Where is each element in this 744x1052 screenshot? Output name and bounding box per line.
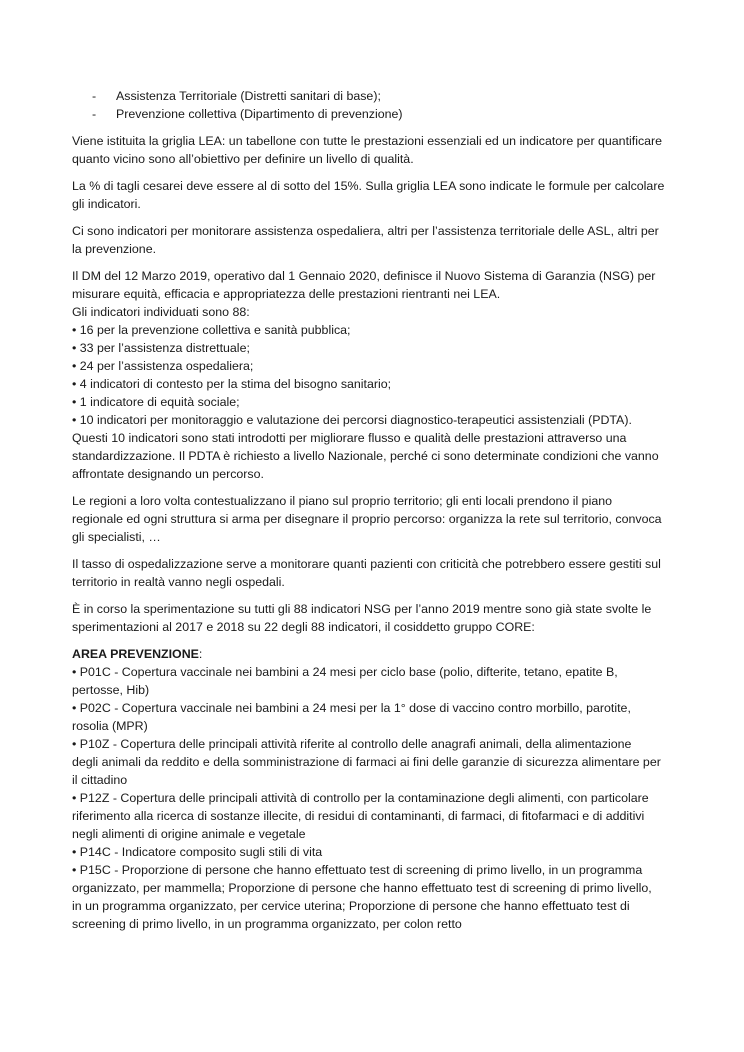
paragraph-ospedalizzazione — [72, 555, 682, 591]
text-line: riferimento alla ricerca di sostanze illecite, di residui di contaminanti, di farmaci, di fitofarmaci e di additivi — [72, 809, 645, 823]
text-line: misurare equità, efficacia e appropriatezza delle prestazioni rientranti nei LEA. — [72, 287, 501, 301]
paragraph-regioni — [72, 492, 682, 546]
dash-marker: - — [92, 107, 97, 121]
bullet-item: • 4 indicatori di contesto per la stima del bisogno sanitario; — [72, 377, 392, 391]
text-line: gli indicatori. — [72, 197, 141, 211]
text-line: Questi 10 indicatori sono stati introdotti per migliorare flusso e qualità delle prestazioni attraverso una — [72, 431, 627, 445]
text-line: standardizzazione. Il PDTA è richiesto a livello Nazionale, perché ci sono determinate condizioni che vanno — [72, 449, 659, 463]
text-line: in un programma organizzato, per cervice uterina; Proporzione di persone che hanno effettuato test di — [72, 899, 630, 913]
text-line: Le regioni a loro volta contestualizzano il piano sul proprio territorio; gli enti locali prendono il piano — [72, 494, 612, 508]
text-line: la prevenzione. — [72, 242, 157, 256]
paragraph-griglia-lea — [72, 132, 682, 168]
text-line: Ci sono indicatori per monitorare assistenza ospedaliera, altri per l’assistenza territoriale delle ASL, altri per — [72, 224, 659, 238]
text-line: Gli indicatori individuati sono 88: — [72, 305, 250, 319]
text-line: affrontate designando un percorso. — [72, 467, 264, 481]
text-line: quanto vicino sono all’obiettivo per definire un livello di qualità. — [72, 152, 414, 166]
bullet-item: • 1 indicatore di equità sociale; — [72, 395, 240, 409]
bullet-item: • P01C - Copertura vaccinale nei bambini a 24 mesi per ciclo base (polio, difterite, tetano, epatite B, — [72, 665, 618, 679]
dash-marker: - — [92, 89, 97, 103]
document-page — [72, 87, 682, 942]
paragraph-indicatori — [72, 222, 682, 258]
text-line: sperimentazioni al 2017 e 2018 su 22 degli 88 indicatori, il cosiddetto gruppo CORE: — [72, 620, 535, 634]
bullet-item: • P02C - Copertura vaccinale nei bambini a 24 mesi per la 1° dose di vaccino contro morbillo, parotite, — [72, 701, 631, 715]
bullet-item: • 24 per l’assistenza ospedaliera; — [72, 359, 254, 373]
paragraph-sperimentazione — [72, 600, 682, 636]
bullet-item: • 10 indicatori per monitoraggio e valutazione dei percorsi diagnostico-terapeutici assistenziali (PDTA). — [72, 413, 632, 427]
service-list — [72, 87, 682, 123]
text-line: il cittadino — [72, 773, 128, 787]
section-heading — [72, 647, 202, 661]
list-item-text: Prevenzione collettiva (Dipartimento di prevenzione) — [116, 107, 403, 121]
text-line: È in corso la sperimentazione su tutti gli 88 indicatori NSG per l’anno 2019 mentre sono già state svolte le — [72, 602, 652, 616]
text-line: organizzato, per mammella; Proporzione di persone che hanno effettuato test di screening di primo livello, — [72, 881, 652, 895]
bullet-item: • P14C - Indicatore composito sugli stili di vita — [72, 845, 323, 859]
text-line: gli specialisti, … — [72, 530, 161, 544]
text-line: pertosse, Hib) — [72, 683, 150, 697]
area-prevenzione-section — [72, 645, 682, 933]
section-title-colon: : — [198, 647, 203, 661]
paragraph-dm-nsg — [72, 267, 682, 483]
bullet-item: • 16 per la prevenzione collettiva e sanità pubblica; — [72, 323, 351, 337]
text-line: rosolia (MPR) — [72, 719, 148, 733]
bullet-item: • P10Z - Copertura delle principali attività riferite al controllo delle anagrafi animali, della alimentazione — [72, 737, 632, 751]
text-line: Viene istituita la griglia LEA: un tabellone con tutte le prestazioni essenziali ed un indicatore per quantificare — [72, 134, 663, 148]
text-line: territorio in realtà vanno negli ospedali. — [72, 575, 285, 589]
text-line: Il DM del 12 Marzo 2019, operativo dal 1 Gennaio 2020, definisce il Nuovo Sistema di Garanzia (NSG) per — [72, 269, 656, 283]
text-line: negli alimenti di origine animale e vegetale — [72, 827, 306, 841]
text-line: regionale ed ogni struttura si arma per disegnare il proprio percorso: organizza la rete sul territorio, convoca — [72, 512, 662, 526]
text-line: screening di primo livello, in un programma organizzato, per colon retto — [72, 917, 462, 931]
list-item-text: Assistenza Territoriale (Distretti sanitari di base); — [116, 89, 381, 103]
text-line: La % di tagli cesarei deve essere al di sotto del 15%. Sulla griglia LEA sono indicate le formule per calcolare — [72, 179, 665, 193]
text-line: Il tasso di ospedalizzazione serve a monitorare quanti pazienti con criticità che potrebbero essere gestiti sul — [72, 557, 661, 571]
list-item — [72, 105, 682, 123]
bullet-item: • P15C - Proporzione di persone che hanno effettuato test di screening di primo livello, in un programma — [72, 863, 643, 877]
list-item — [72, 87, 682, 105]
bullet-item: • P12Z - Copertura delle principali attività di controllo per la contaminazione degli alimenti, con particolare — [72, 791, 649, 805]
section-title: AREA PREVENZIONE — [72, 647, 199, 661]
paragraph-tagli-cesarei — [72, 177, 682, 213]
text-line: degli animali da reddito e della somministrazione di farmaci ai fini delle garanzie di sicurezza alimentare per — [72, 755, 661, 769]
bullet-item: • 33 per l’assistenza distrettuale; — [72, 341, 250, 355]
